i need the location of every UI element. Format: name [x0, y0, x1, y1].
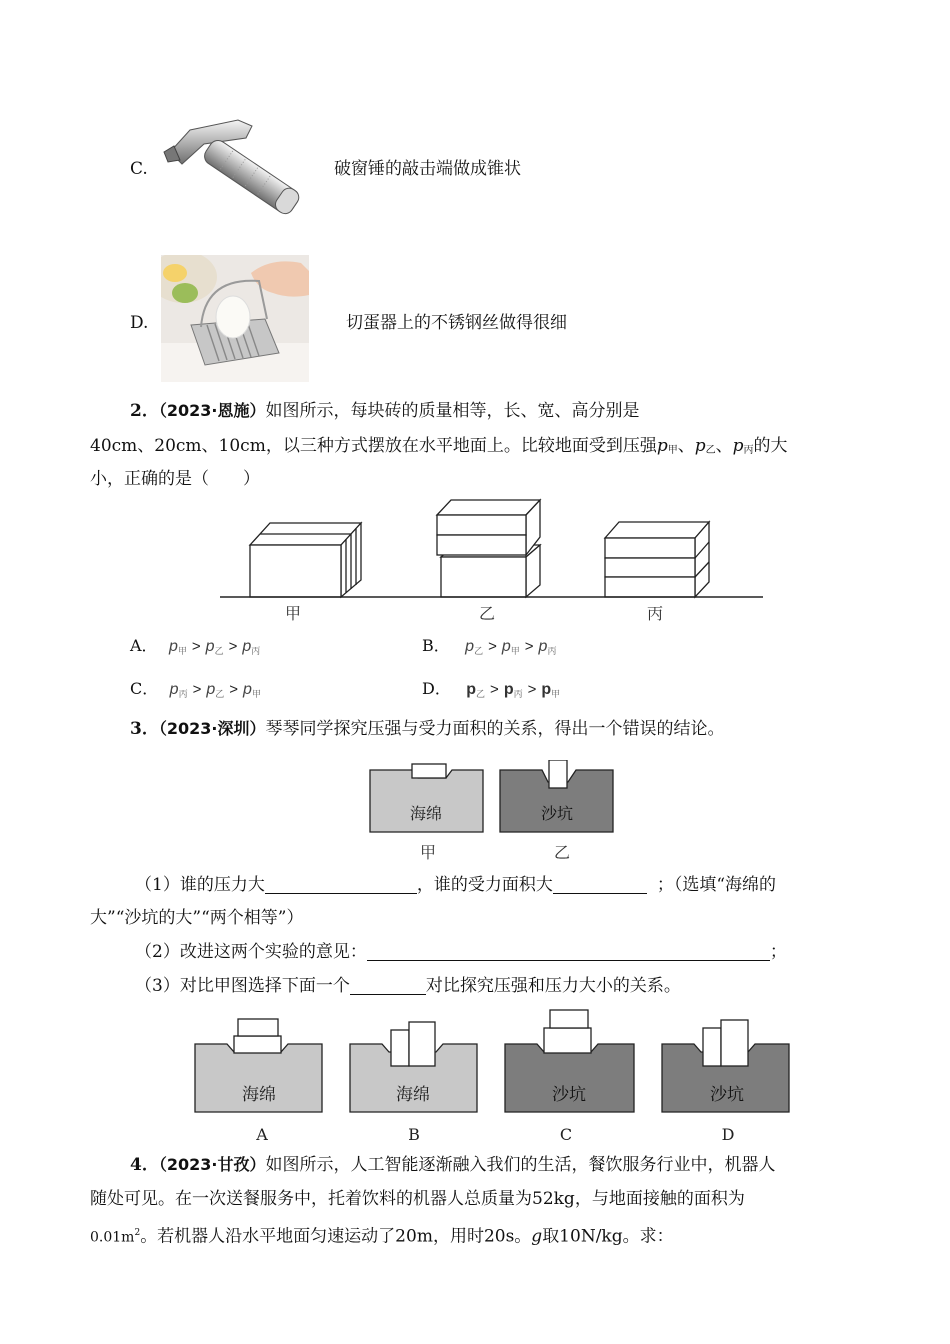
q2-option-c[interactable]	[130, 677, 261, 707]
q3-stem: 琴琴同学探究压强与受力面积的关系，得出一个错误的结论。	[265, 719, 725, 739]
q2-option-d-letter: D．	[422, 679, 451, 698]
q4-stem-line2: 随处可见。在一次送餐服务中，托着饮料的机器人总质量为52kg，与地面接触的面积为	[90, 1189, 745, 1209]
option-d-text: 切蛋器上的不锈钢丝做得很细	[346, 313, 567, 333]
q2d-sub1: 乙	[476, 690, 486, 700]
q3-sub2-a: （2）改进这两个实验的意见：	[135, 942, 367, 962]
p-bing-sub: 丙	[743, 445, 754, 456]
q2a-sub2: 乙	[214, 647, 224, 657]
q3-blank-1[interactable]	[265, 875, 417, 894]
q2b-sub3: 丙	[547, 647, 557, 657]
q2c-gt2: >	[229, 681, 239, 698]
q3-sub1-line	[135, 873, 776, 897]
q2c-p1: p	[169, 681, 179, 698]
q2b-p2: p	[501, 638, 511, 655]
q2c-sub3: 甲	[251, 690, 261, 700]
q2-stem-line2-end: 的大	[753, 436, 788, 456]
option-c-text: 破窗锤的敲击端做成锥状	[334, 159, 521, 179]
q3-sub1-a: （1）谁的压力大	[135, 875, 265, 895]
q2b-p3: p	[538, 638, 548, 655]
window-breaker-hammer-image	[160, 112, 300, 220]
q3-bottom-material-3: 沙坑	[710, 1085, 744, 1105]
fig-label-bing: 丙	[646, 604, 664, 623]
q2c-p3: p	[243, 681, 252, 698]
q2-option-b-letter: B．	[422, 636, 450, 655]
q3-blank-3[interactable]	[367, 942, 770, 961]
q3-sub1-c: ；（选填“海绵的	[656, 875, 777, 895]
q2a-p2: p	[205, 638, 215, 655]
q4-area-value: 0.01m	[90, 1229, 135, 1246]
p-yi-sub: 乙	[705, 445, 716, 456]
p-jia-sub: 甲	[667, 445, 678, 456]
q3-source: （2023·深圳）	[158, 719, 266, 738]
q2-source: （2023·恩施）	[158, 401, 266, 420]
q4-stem-line1: 如图所示，人工智能逐渐融入我们的生活，餐饮服务行业中，机器人	[265, 1155, 776, 1175]
q2-stem-line1: 如图所示，每块砖的质量相等，长、宽、高分别是	[265, 401, 640, 421]
q3-bottom-label-3: D	[721, 1125, 735, 1144]
q2-option-a-letter: A．	[130, 636, 158, 655]
q2-option-b[interactable]	[422, 634, 556, 664]
q2-option-c-letter: C．	[130, 679, 159, 698]
q2-option-a[interactable]	[130, 634, 260, 664]
q2b-gt2: >	[524, 638, 534, 655]
q2d-sub3: 甲	[551, 690, 561, 700]
q4-line1	[130, 1153, 775, 1177]
bricks-figure	[215, 495, 767, 625]
q3-blank-2[interactable]	[553, 875, 647, 894]
q2-stem-line3: 小，正确的是（ ）	[90, 469, 260, 489]
q2-option-d[interactable]	[422, 677, 560, 707]
q2-line2	[90, 434, 788, 463]
sep-2: 、	[715, 436, 733, 456]
option-c-letter: C.	[130, 159, 148, 179]
q2a-sub3: 丙	[251, 647, 261, 657]
q4-g-symbol: g	[531, 1226, 543, 1247]
fig-label-yi: 乙	[478, 604, 496, 623]
q2a-p3: p	[242, 638, 252, 655]
q2d-p3: p	[541, 681, 552, 698]
q3-sub1-d: 大”“沙坑的大”“两个相等”）	[90, 908, 304, 928]
q3-bottom-label-1: B	[408, 1125, 420, 1144]
q4-source: （2023·甘孜）	[158, 1155, 266, 1174]
q2c-p2: p	[206, 681, 216, 698]
p-bing-symbol: p	[732, 436, 744, 456]
q2d-p1: p	[466, 681, 477, 698]
q3-bottom-label-0: A	[256, 1125, 268, 1144]
p-jia-symbol: p	[656, 436, 668, 456]
q3-sub3-line	[135, 974, 681, 998]
q2-number: 2．	[130, 401, 159, 421]
q2b-sub1: 乙	[474, 647, 484, 657]
q2a-p1: p	[168, 638, 178, 655]
q4-stem-line3a: 。若机器人沿水平地面匀速运动了20m，用时20s。	[140, 1226, 532, 1247]
q2a-sub1: 甲	[177, 647, 187, 657]
q4-stem-line3b: 取10N/kg。求：	[542, 1226, 674, 1247]
q4-area-exponent: 2	[134, 1228, 141, 1238]
q3-top-material-0: 海绵	[409, 804, 443, 823]
q2a-gt1: >	[191, 638, 201, 655]
q3-sub1-b: ，谁的受力面积大	[416, 875, 553, 895]
q2b-gt1: >	[488, 638, 497, 655]
q3-sub3-b: 对比探究压强和压力大小的关系。	[425, 976, 681, 996]
option-d-letter: D.	[130, 313, 149, 333]
q2d-p2: p	[503, 681, 514, 698]
q3-top-label-0: 甲	[419, 843, 437, 862]
q3-top-material-1: 沙坑	[540, 804, 574, 823]
q3-top-figure	[368, 760, 618, 868]
q3-bottom-figure	[192, 1008, 792, 1148]
q3-sub2-line	[135, 940, 787, 964]
q3-bottom-material-1: 海绵	[396, 1085, 430, 1105]
q3-bottom-material-0: 海绵	[242, 1085, 276, 1105]
q3-line1	[130, 717, 724, 741]
sep-1: 、	[677, 436, 695, 456]
q2c-gt1: >	[192, 681, 202, 698]
egg-slicer-image	[161, 255, 309, 382]
q2-line1	[130, 399, 639, 423]
q2c-sub1: 丙	[178, 690, 188, 700]
q4-line3	[90, 1221, 674, 1250]
q3-sub2-b: ；	[769, 942, 787, 962]
q2a-gt2: >	[228, 638, 238, 655]
q2d-gt2: >	[527, 681, 537, 698]
q2d-gt1: >	[490, 681, 499, 698]
q2b-sub2: 甲	[510, 647, 520, 657]
q2d-sub2: 丙	[513, 690, 523, 700]
q3-blank-4[interactable]	[350, 976, 426, 995]
q4-number: 4．	[130, 1155, 159, 1175]
q2b-p1: p	[465, 638, 475, 655]
p-yi-symbol: p	[694, 436, 706, 456]
q2c-sub2: 乙	[215, 690, 225, 700]
q3-bottom-label-2: C	[559, 1125, 573, 1144]
q3-top-label-1: 乙	[553, 843, 571, 862]
fig-label-jia: 甲	[284, 604, 302, 623]
q2-stem-line2: 40cm、20cm、10cm，以三种方式摆放在水平地面上。比较地面受到压强	[90, 436, 657, 456]
q3-sub3-a: （3）对比甲图选择下面一个	[135, 976, 350, 996]
q3-number: 3．	[130, 719, 159, 739]
q3-bottom-material-2: 沙坑	[552, 1085, 586, 1105]
